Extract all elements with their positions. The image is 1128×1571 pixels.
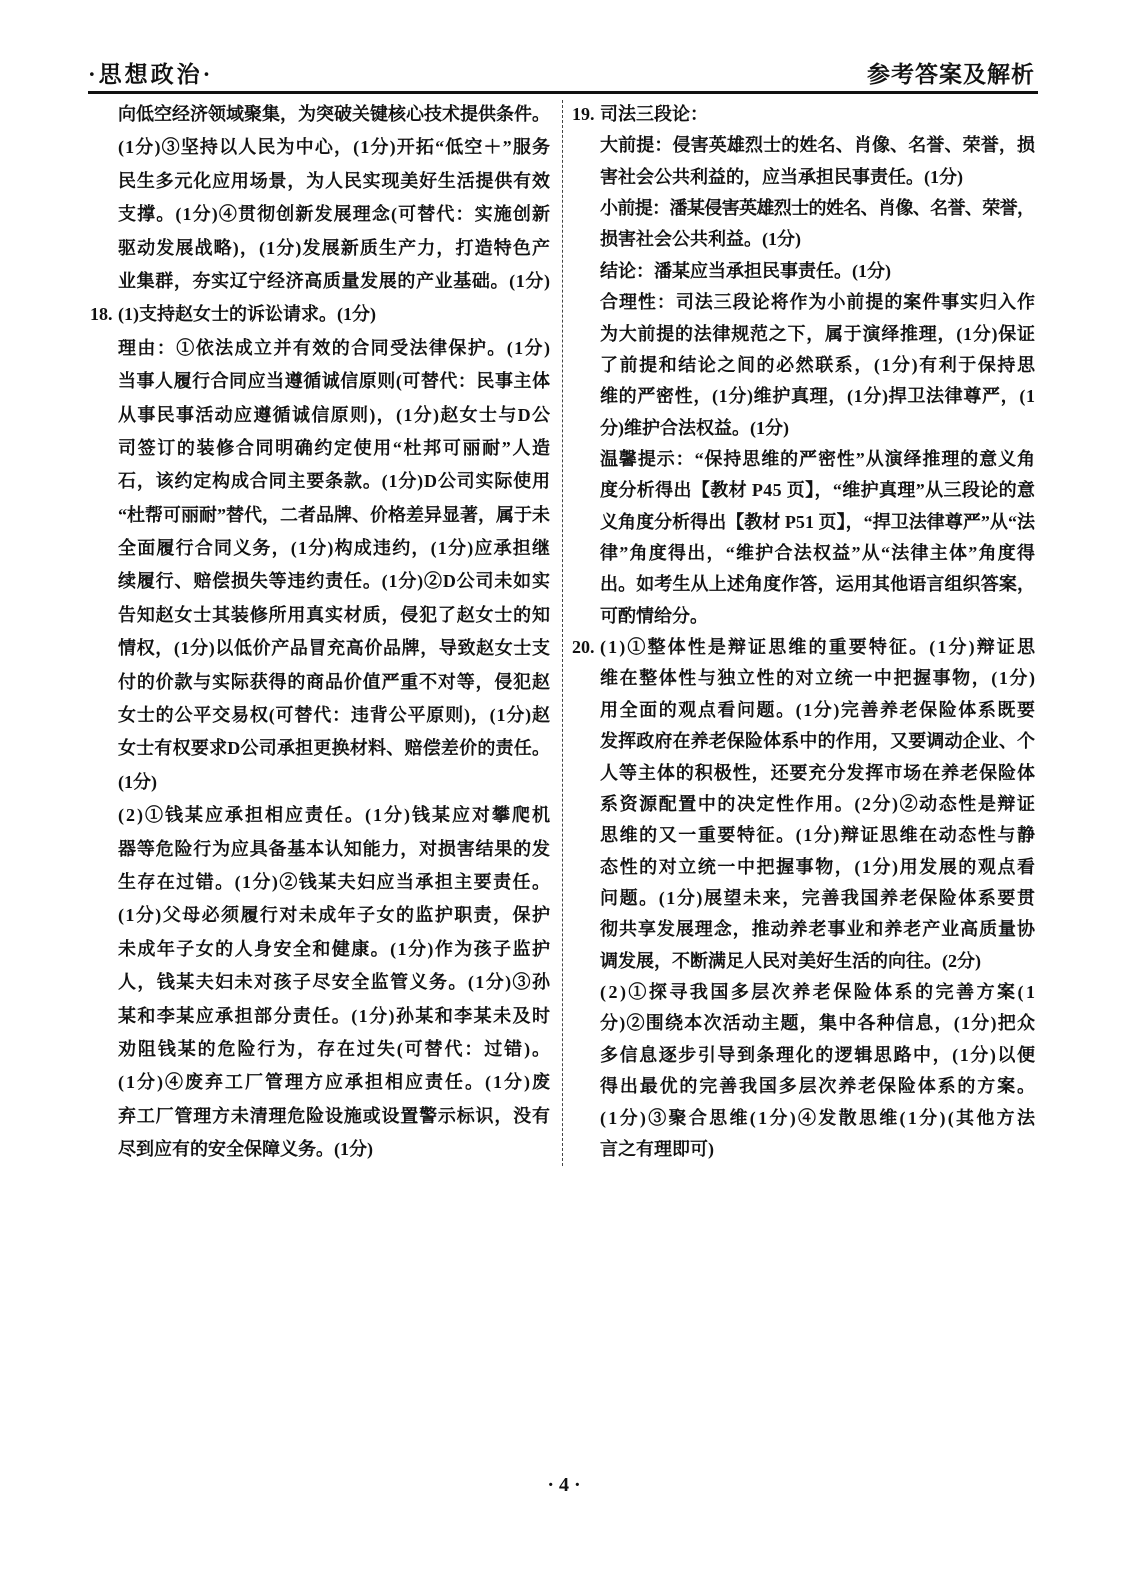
answer-text: 告知赵女士其装修所用真实材质，侵犯了赵女士的知 <box>118 604 551 625</box>
text-line <box>600 1008 1035 1039</box>
header-rule <box>88 91 1038 94</box>
text-line <box>118 198 550 231</box>
answer-text: 调发展，不断满足人民对美好生活的向往。(2分) <box>600 950 981 971</box>
text-line <box>600 319 1035 350</box>
answer-text: (1)①整体性是辩证思维的重要特征。(1分)辩证思 <box>600 637 1038 658</box>
text-line <box>600 193 1035 224</box>
text-line <box>600 1040 1035 1071</box>
answer-text: 用全面的观点看问题。(1分)完善养老保险体系既要 <box>600 699 1037 720</box>
answer-text: 当事人履行合同应当遵循诚信原则(可替代：民事主体 <box>118 371 551 392</box>
answer-text: (2)①探寻我国多层次养老保险体系的完善方案(1 <box>600 982 1038 1003</box>
answer-text: “杜帮可丽耐”替代，二者品牌、价格差异显著，属于未 <box>118 504 550 525</box>
text-line <box>118 1033 550 1066</box>
text-line <box>118 1066 550 1099</box>
answer-text: 大前提：侵害英雄烈士的姓名、肖像、名誉、荣誉，损 <box>600 135 1036 156</box>
text-line <box>600 381 1035 412</box>
answer-text: 发挥政府在养老保险体系中的作用，又要调动企业、个 <box>600 731 1036 752</box>
text-line <box>118 866 550 899</box>
answer-text: 驱动发展战略)，(1分)发展新质生产力，打造特色产 <box>118 237 552 258</box>
text-line <box>118 899 550 932</box>
text-line <box>118 399 550 432</box>
text-line <box>600 914 1035 945</box>
answer-text: (2)①钱某应承担相应责任。(1分)钱某应对攀爬机 <box>118 805 552 826</box>
text-line <box>118 265 550 298</box>
answer-text: 续履行、赔偿损失等违约责任。(1分)②D公司未如实 <box>118 571 551 592</box>
header-section-title: 参考答案及解析 <box>867 62 1035 87</box>
answer-text: 民生多元化应用场景，为人民实现美好生活提供有效 <box>118 170 551 191</box>
answer-text: 分)维护合法权益。(1分) <box>600 417 789 438</box>
page-number: · 4 · <box>547 1474 581 1496</box>
text-line <box>600 507 1035 538</box>
answer-text: 弃工厂管理方未清理危险设施或设置警示标识，没有 <box>118 1105 551 1126</box>
text-line <box>600 256 1035 287</box>
text-line <box>118 232 550 265</box>
answer-text: 情权，(1分)以低价产品冒充高价品牌，导致赵女士支 <box>118 638 551 659</box>
text-line <box>600 162 1035 193</box>
text-line <box>600 538 1035 569</box>
answer-text: 生存在过错。(1分)②钱某夫妇应当承担主要责任。 <box>118 871 552 892</box>
text-line <box>118 732 550 765</box>
answer-text: 了前提和结论之间的必然联系，(1分)有利于保持思 <box>600 354 1037 375</box>
answer-text: (1)支持赵女士的诉讼请求。(1分) <box>118 304 376 325</box>
answer-text: 彻共享发展理念，推动养老事业和养老产业高质量协 <box>600 919 1036 940</box>
answer-text: 某和李某应承担部分责任。(1分)孙某和李某未及时 <box>118 1005 552 1026</box>
answer-text: 问题。(1分)展望未来，完善我国养老保险体系要贯 <box>600 887 1037 908</box>
answer-text: 女士有权要求D公司承担更换材料、赔偿差价的责任。 <box>118 738 551 759</box>
answer-text: 系资源配置中的决定性作用。(2分)②动态性是辩证 <box>600 793 1037 814</box>
text-line <box>600 695 1035 726</box>
text-line <box>118 432 550 465</box>
text-line <box>600 224 1035 255</box>
answer-text: 思维的又一重要特征。(1分)辩证思维在动态性与静 <box>600 825 1037 846</box>
text-line <box>600 852 1035 883</box>
text-line <box>600 444 1035 475</box>
text-line <box>600 1134 1035 1165</box>
text-line <box>118 332 550 365</box>
answer-text: 付的价款与实际获得的商品价值严重不对等，侵犯赵 <box>118 671 551 692</box>
answer-text: 司法三段论： <box>600 104 708 124</box>
text-line <box>600 946 1035 977</box>
answer-text: 维的严密性，(1分)维护真理，(1分)捍卫法律尊严，(1 <box>600 386 1036 407</box>
answer-text: 言之有理即可) <box>600 1138 714 1159</box>
answer-text: 从事民事活动应遵循诚信原则)，(1分)赵女士与D公 <box>118 404 552 425</box>
answer-text: (1分)③坚持以人民为中心，(1分)开拓“低空＋”服务 <box>118 137 552 158</box>
text-line <box>600 789 1035 820</box>
answer-text: 尽到应有的安全保障义务。(1分) <box>118 1139 373 1160</box>
text-line <box>118 666 550 699</box>
text-line <box>118 933 550 966</box>
answer-text: 得出最优的完善我国多层次养老保险体系的方案。 <box>600 1076 1037 1097</box>
text-line <box>600 663 1035 694</box>
answer-text: 义角度分析得出【教材 P51 页】，“捍卫法律尊严”从“法 <box>600 511 1036 532</box>
answer-text: 合理性：司法三段论将作为小前提的案件事实归入作 <box>600 292 1036 313</box>
text-line <box>118 632 550 665</box>
text-line <box>118 499 550 532</box>
text-line <box>118 165 550 198</box>
answer-text: 律”角度得出，“维护合法权益”从“法律主体”角度得 <box>600 543 1037 564</box>
text-line <box>118 98 550 131</box>
text-line <box>118 966 550 999</box>
answer-text: 劝阻钱某的危险行为，存在过失(可替代：过错)。 <box>118 1038 552 1059</box>
text-line <box>600 287 1035 318</box>
text-line <box>600 569 1035 600</box>
answer-text: (1分)④废弃工厂管理方应承担相应责任。(1分)废 <box>118 1072 552 1093</box>
answer-text: 司签订的装修合同明确约定使用“杜邦可丽耐”人造 <box>118 437 552 458</box>
answer-text: 人等主体的积极性，还要充分发挥市场在养老保险体 <box>600 762 1036 783</box>
right-column <box>572 99 1038 1165</box>
answer-text: 维在整体性与独立性的对立统一中把握事物，(1分) <box>600 668 1037 689</box>
question-number: 19. <box>572 104 595 124</box>
text-line <box>118 1100 550 1133</box>
text-line <box>118 833 550 866</box>
text-line <box>600 1071 1035 1102</box>
answer-text: 支撑。(1分)④贯彻创新发展理念(可替代：实施创新 <box>118 204 552 225</box>
answer-text: 可酌情给分。 <box>600 605 708 626</box>
answer-text: 结论：潘某应当承担民事责任。(1分) <box>600 260 891 281</box>
header-subject: ·思想政治· <box>88 62 214 87</box>
answer-text: 多信息逐步引导到条理化的逻辑思路中，(1分)以便 <box>600 1044 1037 1065</box>
left-column <box>90 98 552 1167</box>
text-line <box>600 758 1035 789</box>
answer-text: 出。如考生从上述角度作答，运用其他语言组织答案， <box>600 574 1036 595</box>
answer-text: 女士的公平交易权(可替代：违背公平原则)，(1分)赵 <box>118 705 551 726</box>
answer-text: 向低空经济领域聚集，为突破关键核心技术提供条件。 <box>118 104 550 124</box>
answer-text: 业集群，夯实辽宁经济高质量发展的产业基础。(1分) <box>118 270 551 291</box>
text-line <box>118 532 550 565</box>
text-line <box>600 413 1035 444</box>
answer-text: (1分)父母必须履行对未成年子女的监护职责，保护 <box>118 905 552 926</box>
answer-text: 为大前提的法律规范之下，属于演绎推理，(1分)保证 <box>600 323 1036 344</box>
question-number: 20. <box>572 637 595 658</box>
text-line <box>600 883 1035 914</box>
answer-text: 石，该约定构成合同主要条款。(1分)D公司实际使用 <box>118 471 551 492</box>
text-line <box>118 799 550 832</box>
text-line <box>600 1103 1038 1134</box>
text-line <box>572 99 1035 130</box>
text-line <box>600 350 1035 381</box>
answer-text: (1分) <box>118 771 157 792</box>
answer-text: 理由：①依法成立并有效的合同受法律保护。(1分) <box>118 337 552 358</box>
text-line <box>600 475 1035 506</box>
text-line <box>600 977 1038 1008</box>
text-line <box>600 820 1035 851</box>
text-line <box>118 699 550 732</box>
text-line <box>118 599 550 632</box>
text-line <box>118 1000 550 1033</box>
column-divider <box>562 100 563 1166</box>
answer-text: 温馨提示：“保持思维的严密性”从演绎推理的意义角 <box>600 448 1036 469</box>
answer-text: 分)②围绕本次活动主题，集中各种信息，(1分)把众 <box>600 1013 1037 1034</box>
question-number: 18. <box>90 304 113 325</box>
text-line <box>600 601 1035 632</box>
answer-text: 损害社会公共利益。(1分) <box>600 229 801 250</box>
answer-text: 小前提：潘某侵害英雄烈士的姓名、肖像、名誉、荣誉， <box>600 198 1035 219</box>
text-line <box>90 298 550 331</box>
text-line <box>572 632 1038 663</box>
text-line <box>118 766 550 799</box>
answer-text: 态性的对立统一中把握事物，(1分)用发展的观点看 <box>600 856 1037 877</box>
answer-text: 度分析得出【教材 P45 页】，“维护真理”从三段论的意 <box>600 480 1036 501</box>
text-line <box>118 465 550 498</box>
text-line <box>118 565 550 598</box>
text-line <box>118 1133 550 1166</box>
text-line <box>600 726 1035 757</box>
answer-text: 器等危险行为应具备基本认知能力，对损害结果的发 <box>118 838 551 859</box>
answer-text: 全面履行合同义务，(1分)构成违约，(1分)应承担继 <box>118 538 552 559</box>
answer-text: 害社会公共利益的，应当承担民事责任。(1分) <box>600 166 963 187</box>
answer-text: 未成年子女的人身安全和健康。(1分)作为孩子监护 <box>118 938 552 959</box>
text-line <box>118 131 550 164</box>
text-line <box>600 130 1035 161</box>
text-line <box>118 365 550 398</box>
answer-text: (1分)③聚合思维(1分)④发散思维(1分)(其他方法 <box>600 1107 1038 1128</box>
answer-text: 人，钱某夫妇未对孩子尽安全监管义务。(1分)③孙 <box>118 972 552 993</box>
